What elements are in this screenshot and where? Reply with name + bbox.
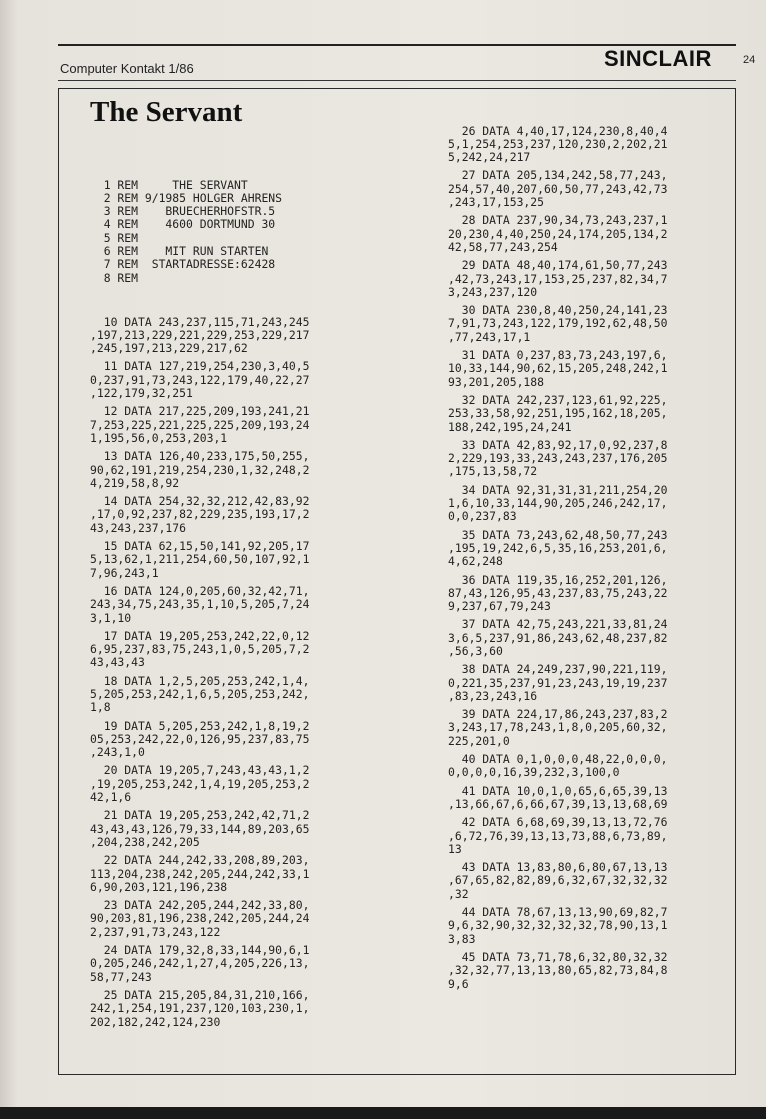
data-statement: [90, 720, 440, 760]
data-line: 9,6: [448, 976, 469, 991]
data-line: 43 DATA 13,83,80,6,80,67,13,13: [448, 860, 668, 875]
data-statement: [90, 809, 440, 849]
data-line: ,6,72,76,39,13,13,73,88,6,73,89,: [448, 828, 668, 843]
data-statement: [448, 484, 733, 524]
data-statement: [448, 304, 733, 344]
data-line: 87,43,126,95,43,237,83,75,243,22: [448, 585, 668, 600]
data-statement: [448, 125, 733, 165]
data-line: ,175,13,58,72: [448, 464, 538, 479]
rem-line: 2 REM 9/1985 HOLGER AHRENS: [90, 190, 283, 205]
data-line: ,122,179,32,251: [90, 386, 193, 401]
data-statement: [448, 439, 733, 479]
data-statement: [448, 529, 733, 569]
data-statement: [448, 169, 733, 209]
rem-line: 1 REM THE SERVANT: [90, 177, 248, 192]
data-line: 15 DATA 62,15,50,141,92,205,17: [90, 539, 310, 554]
data-line: 2,237,91,73,243,122: [90, 924, 221, 939]
data-line: 243,34,75,243,35,1,10,5,205,7,24: [90, 597, 310, 612]
data-line: ,13,66,67,6,66,67,39,13,13,68,69: [448, 796, 668, 811]
data-line: 22 DATA 244,242,33,208,89,203,: [90, 853, 310, 868]
data-line: 4,62,248: [448, 554, 503, 569]
data-statement: [90, 899, 440, 939]
data-statement: [90, 405, 440, 445]
data-line: 36 DATA 119,35,16,252,201,126,: [448, 572, 668, 587]
data-statement: [448, 663, 733, 703]
data-line: 6,95,237,83,75,243,1,0,5,205,7,2: [90, 642, 310, 657]
listing-left-column: [90, 152, 440, 1060]
rem-line: 3 REM BRUECHERHOFSTR.5: [90, 204, 276, 219]
rem-line: 8 REM: [90, 270, 139, 285]
data-line: ,67,65,82,82,89,6,32,67,32,32,32: [448, 873, 668, 888]
data-statement: [448, 394, 733, 434]
data-line: 7,96,243,1: [90, 565, 159, 580]
data-statement: [448, 753, 733, 780]
data-line: 44 DATA 78,67,13,13,90,69,82,7: [448, 905, 668, 920]
data-line: ,32: [448, 886, 469, 901]
data-line: 42,58,77,243,254: [448, 239, 558, 254]
data-line: 2,229,193,33,243,243,237,176,205: [448, 451, 668, 466]
scan-bottom-edge: [0, 1107, 766, 1119]
data-line: ,32,32,77,13,13,80,65,82,73,84,8: [448, 963, 668, 978]
rem-header: [90, 179, 440, 285]
data-line: 29 DATA 48,40,174,61,50,77,243: [448, 258, 668, 273]
data-line: 9,6,32,90,32,32,32,32,78,90,13,1: [448, 918, 668, 933]
data-line: 254,57,40,207,60,50,77,243,42,73: [448, 181, 668, 196]
data-statement: [448, 574, 733, 614]
data-line: 43,43,43: [90, 655, 145, 670]
data-statement: [448, 618, 733, 658]
data-statement: [448, 951, 733, 991]
page-number: 24: [743, 54, 756, 66]
data-line: 253,33,58,92,251,195,162,18,205,: [448, 406, 668, 421]
data-line: 5,1,254,253,237,120,230,2,202,21: [448, 136, 668, 151]
data-line: 242,1,254,191,237,120,103,230,1,: [90, 1001, 310, 1016]
data-statement: [448, 214, 733, 254]
data-line: 90,203,81,196,238,242,205,244,24: [90, 911, 310, 926]
data-line: 0,221,35,237,91,23,243,19,19,237: [448, 675, 668, 690]
data-line: ,17,0,92,237,82,229,235,193,17,2: [90, 507, 310, 522]
data-statement: [90, 450, 440, 490]
data-line: 10 DATA 243,237,115,71,243,245: [90, 314, 310, 329]
data-line: 20 DATA 19,205,7,243,43,43,1,2: [90, 763, 310, 778]
section-brand: SINCLAIR: [604, 46, 712, 71]
data-line: 20,230,4,40,250,24,174,205,134,2: [448, 226, 668, 241]
data-statement: [448, 785, 733, 812]
data-line: 113,204,238,242,205,244,242,33,1: [90, 866, 310, 881]
data-line: 43,243,237,176: [90, 520, 187, 535]
data-line: 3,83: [448, 931, 476, 946]
data-statement: [90, 585, 440, 625]
data-line: 33 DATA 42,83,92,17,0,92,237,8: [448, 437, 668, 452]
data-line: 5,205,253,242,1,6,5,205,253,242,: [90, 686, 310, 701]
data-statement: [90, 854, 440, 894]
data-line: 45 DATA 73,71,78,6,32,80,32,32: [448, 949, 668, 964]
data-line: ,204,238,242,205: [90, 834, 200, 849]
data-line: ,197,213,229,221,229,253,229,217: [90, 327, 310, 342]
data-line: 18 DATA 1,2,5,205,253,242,1,4,: [90, 673, 310, 688]
data-line: 3,6,5,237,91,86,243,62,48,237,82: [448, 630, 668, 645]
data-line: 7,91,73,243,122,179,192,62,48,50: [448, 316, 668, 331]
data-line: 05,253,242,22,0,126,95,237,83,75: [90, 731, 310, 746]
data-line: ,243,1,0: [90, 745, 145, 760]
data-line: 5,242,24,217: [448, 150, 531, 165]
data-line: ,42,73,243,17,153,25,237,82,34,7: [448, 271, 668, 286]
data-line: 27 DATA 205,134,242,58,77,243,: [448, 168, 668, 183]
data-statement: [90, 944, 440, 984]
data-line: 32 DATA 242,237,123,61,92,225,: [448, 392, 668, 407]
data-statement: [90, 989, 440, 1029]
data-line: 37 DATA 42,75,243,221,33,81,24: [448, 617, 668, 632]
data-line: 225,201,0: [448, 733, 510, 748]
data-line: 24 DATA 179,32,8,33,144,90,6,1: [90, 943, 310, 958]
data-line: 1,6,10,33,144,90,205,246,242,17,: [448, 496, 668, 511]
data-statement: [448, 708, 733, 748]
data-line: 0,237,91,73,243,122,179,40,22,27: [90, 372, 310, 387]
data-statement: [448, 259, 733, 299]
data-line: 58,77,243: [90, 969, 152, 984]
data-statement: [448, 349, 733, 389]
data-line: 28 DATA 237,90,34,73,243,237,1: [448, 213, 668, 228]
data-line: ,83,23,243,16: [448, 688, 538, 703]
data-line: 14 DATA 254,32,32,212,42,83,92: [90, 494, 310, 509]
data-line: 26 DATA 4,40,17,124,230,8,40,4: [448, 123, 668, 138]
data-line: 13: [448, 841, 462, 856]
data-line: 31 DATA 0,237,83,73,243,197,6,: [448, 348, 668, 363]
data-line: 34 DATA 92,31,31,31,211,254,20: [448, 482, 668, 497]
rem-line: 7 REM STARTADRESSE:62428: [90, 257, 276, 272]
data-line: 93,201,205,188: [448, 374, 545, 389]
data-line: 1,195,56,0,253,203,1: [90, 430, 228, 445]
data-line: 30 DATA 230,8,40,250,24,141,23: [448, 303, 668, 318]
article-title: The Servant: [90, 96, 243, 128]
rem-line: 5 REM: [90, 230, 139, 245]
data-statement: [90, 495, 440, 535]
data-lines-right: [448, 125, 733, 991]
data-statement: [90, 316, 440, 356]
data-line: 4,219,58,8,92: [90, 475, 180, 490]
data-statement: [90, 630, 440, 670]
data-line: ,56,3,60: [448, 643, 503, 658]
data-line: 23 DATA 242,205,244,242,33,80,: [90, 898, 310, 913]
data-line: ,77,243,17,1: [448, 329, 531, 344]
data-line: 42 DATA 6,68,69,39,13,13,72,76: [448, 815, 668, 830]
data-line: 6,90,203,121,196,238: [90, 879, 228, 894]
data-line: 10,33,144,90,62,15,205,248,242,1: [448, 361, 668, 376]
data-line: 9,237,67,79,243: [448, 599, 551, 614]
data-line: 7,253,225,221,225,225,209,193,24: [90, 417, 310, 432]
data-line: 35 DATA 73,243,62,48,50,77,243: [448, 527, 668, 542]
data-statement: [90, 764, 440, 804]
data-statement: [448, 906, 733, 946]
data-line: 0,205,246,242,1,27,4,205,226,13,: [90, 956, 310, 971]
data-line: 11 DATA 127,219,254,230,3,40,5: [90, 359, 310, 374]
data-line: ,245,197,213,229,217,62: [90, 341, 248, 356]
data-line: 3,1,10: [90, 610, 132, 625]
data-line: 13 DATA 126,40,233,175,50,255,: [90, 449, 310, 464]
data-line: 16 DATA 124,0,205,60,32,42,71,: [90, 583, 310, 598]
data-line: 25 DATA 215,205,84,31,210,166,: [90, 987, 310, 1002]
data-line: 42,1,6: [90, 790, 132, 805]
data-line: 38 DATA 24,249,237,90,221,119,: [448, 662, 668, 677]
data-line: 17 DATA 19,205,253,242,22,0,12: [90, 628, 310, 643]
data-line: 1,8: [90, 700, 111, 715]
data-lines-left: [90, 316, 440, 1029]
data-line: 39 DATA 224,17,86,243,237,83,2: [448, 707, 668, 722]
data-line: 90,62,191,219,254,230,1,32,248,2: [90, 462, 310, 477]
data-line: 43,43,43,126,79,33,144,89,203,65: [90, 821, 310, 836]
data-line: ,195,19,242,6,5,35,16,253,201,6,: [448, 540, 668, 555]
data-line: 0,0,0,0,16,39,232,3,100,0: [448, 765, 620, 780]
data-statement: [90, 540, 440, 580]
data-line: 188,242,195,24,241: [448, 419, 572, 434]
data-line: 202,182,242,124,230: [90, 1014, 221, 1029]
data-line: ,19,205,253,242,1,4,19,205,253,2: [90, 776, 310, 791]
data-line: 5,13,62,1,211,254,60,50,107,92,1: [90, 552, 310, 567]
data-line: 19 DATA 5,205,253,242,1,8,19,2: [90, 718, 310, 733]
data-line: 40 DATA 0,1,0,0,0,48,22,0,0,0,: [448, 752, 668, 767]
data-statement: [90, 675, 440, 715]
rem-line: 4 REM 4600 DORTMUND 30: [90, 217, 276, 232]
data-line: 3,243,237,120: [448, 284, 538, 299]
magazine-issue: Computer Kontakt 1/86: [60, 61, 194, 76]
data-line: 41 DATA 10,0,1,0,65,6,65,39,13: [448, 783, 668, 798]
data-statement: [448, 816, 733, 856]
data-line: 21 DATA 19,205,253,242,42,71,2: [90, 808, 310, 823]
data-statement: [90, 360, 440, 400]
header-underline: [58, 80, 736, 81]
data-statement: [448, 861, 733, 901]
rem-line: 6 REM MIT RUN STARTEN: [90, 244, 269, 259]
data-line: 12 DATA 217,225,209,193,241,21: [90, 404, 310, 419]
listing-right-column: [448, 98, 733, 1022]
data-line: 3,243,17,78,243,1,8,0,205,60,32,: [448, 720, 668, 735]
data-line: 0,0,237,83: [448, 509, 517, 524]
data-line: ,243,17,153,25: [448, 195, 545, 210]
